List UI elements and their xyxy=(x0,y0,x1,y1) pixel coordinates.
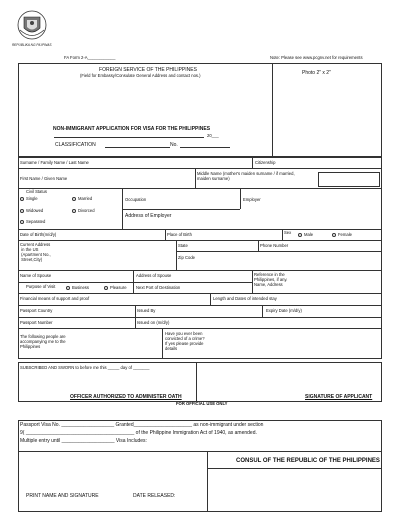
current-address-label: Current Address in the US (Apartment No., Street,City) xyxy=(20,242,51,262)
next-port-label: Next Port of Destination xyxy=(136,285,181,290)
financial-label: Financial means of support and proof xyxy=(20,296,90,301)
employer-label: Employer xyxy=(243,197,261,202)
issued-by-label: Issued By xyxy=(137,308,156,313)
zip-label: Zip Code xyxy=(178,255,195,260)
occupation-label: Occupation xyxy=(125,197,147,202)
officer-caption: OFFICER AUTHORIZED TO ADMINISTER OATH xyxy=(70,394,182,400)
foreign-service-title: FOREIGN SERVICE OF THE PHILIPPINES xyxy=(99,67,197,73)
dob-label: Date of Birth(m/d/y) xyxy=(20,232,57,237)
immigration-act-line: 9( _______________________________________ of the Philippine Immigration Act of 1940, as amended. xyxy=(20,430,257,436)
sex-label: Sex xyxy=(284,230,292,235)
radio-single[interactable]: Single xyxy=(20,196,38,201)
spouse-name-label: Name of Spouse xyxy=(20,273,52,278)
radio-separated[interactable]: Separated xyxy=(20,219,45,224)
official-use-heading: FOR OFFICIAL USE ONLY xyxy=(176,401,228,406)
embassy-address-hint: (Field for Embassy/Consulate General Address and contact nos.) xyxy=(80,73,201,78)
radio-male[interactable]: Male xyxy=(298,232,313,237)
visa-granted-line: Passport Visa No. ___________________ Granted_____________________ as non-immigrant under section xyxy=(20,422,264,428)
phone-label: Phone Number xyxy=(260,243,289,248)
reference-label: Reference in the Philippines, if any. Name, Address xyxy=(254,272,288,287)
purpose-label: Purpose of Visit xyxy=(26,284,56,289)
middle-name-input[interactable] xyxy=(318,172,380,187)
spouse-address-label: Address of Spouse xyxy=(136,273,172,278)
pob-label: Place of Birth xyxy=(167,232,192,237)
state-label: State xyxy=(178,243,188,248)
print-name-caption: PRINT NAME AND SIGNATURE xyxy=(26,493,99,499)
form-number: FA Form 2-A____________ xyxy=(64,55,116,60)
sworn-text: SUBSCRIBED AND SWORN to before me this _____ day of _______ xyxy=(20,365,150,370)
date-released-caption: DATE RELEASED: xyxy=(133,493,176,499)
seal-caption: REPUBLIKA NG PILIPINAS xyxy=(12,43,52,47)
application-title: NON-IMMIGRANT APPLICATION FOR VISA FOR THE PHILIPPINES xyxy=(53,126,211,132)
date-year: 20___ xyxy=(207,133,219,138)
application-no-label: No. xyxy=(170,142,178,148)
applicant-signature-caption: SIGNATURE OF APPLICANT xyxy=(305,394,373,400)
passport-number-label: Passport Number xyxy=(20,320,53,325)
issued-on-label: Issued on (m/d/y) xyxy=(137,320,170,325)
length-stay-label: Length and Dates of intended stay xyxy=(213,296,277,301)
multiple-entry-line: Multiple entry until ___________________ Visa Includes: xyxy=(20,438,147,444)
crime-label: Have you ever been convicted of a crime? If yes please provide details xyxy=(165,331,205,351)
requirements-note: Note: Please see www.pcgnv.net for requirements xyxy=(270,55,363,60)
radio-business[interactable]: Business xyxy=(66,285,89,290)
first-name-label: First Name / Given Name xyxy=(20,176,68,181)
photo-placeholder: Photo 2" x 2" xyxy=(302,70,331,76)
expiry-label: Expiry Date (m/d/y) xyxy=(266,308,302,313)
radio-widowed[interactable]: Widowed xyxy=(20,208,43,213)
civil-status-label: Civil Status xyxy=(26,189,47,194)
radio-divorced[interactable]: Divorced xyxy=(72,208,95,213)
middle-name-label: Middle Name (mother's maiden surname / if married, maiden surname) xyxy=(197,171,295,181)
consul-caption: CONSUL OF THE REPUBLIC OF THE PHILIPPINES xyxy=(236,458,380,464)
radio-married[interactable]: Married xyxy=(72,196,92,201)
surname-label: Surname / Family Name / Last Name xyxy=(20,160,89,165)
employer-address-label: Address of Employer xyxy=(125,213,172,219)
classification-label: CLASSIFICATION xyxy=(55,142,96,148)
accompanying-label: The following people are accompanying me to the Philippines xyxy=(20,334,66,349)
radio-female[interactable]: Female xyxy=(332,232,352,237)
citizenship-label: Citizenship xyxy=(255,160,276,165)
philippine-seal-icon xyxy=(14,8,50,44)
radio-pleasure[interactable]: Pleasure xyxy=(104,285,127,290)
passport-country-label: Passport Country xyxy=(20,308,53,313)
